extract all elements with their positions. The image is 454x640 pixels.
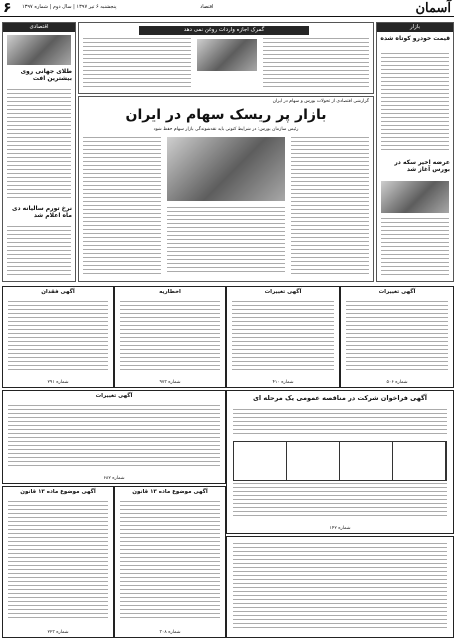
right-photo [381,181,449,213]
right-text-1 [381,53,449,153]
ad-8-ref: شماره ۳۰۸ [159,630,181,635]
ad-tender-ref: شماره ۱۴۲ [329,526,351,531]
main-text-col-1 [83,137,161,275]
ad-5-title: آگهی تغییرات [95,393,133,399]
ad-box-3 [226,286,340,388]
main-photo [167,137,285,201]
ad-1-text [8,301,108,371]
ad-7-text [8,501,108,619]
right-text-2 [381,218,449,276]
main-story [78,96,374,282]
ad-7-ref: شماره ۲۲۳ [47,630,69,635]
ad-2-text [120,301,220,371]
top-center-photo [197,39,257,71]
left-column [2,22,76,282]
ad-5-text [8,405,220,467]
ad-3-title: آگهی تغییرات [264,289,302,295]
right-column-label: بازار [377,23,453,32]
ad-8-title: آگهی موضوع ماده ۱۳ قانون [132,489,208,495]
main-headline: بازار پر ریسک سهام در ایران [125,107,327,123]
left-headline-2: نرخ تورم سالیانه دی ماه اعلام شد [11,205,72,219]
ad-4-ref: شماره ۵۰۶ [386,380,408,385]
left-text-1 [7,89,71,199]
left-text-2 [7,226,71,276]
date-line: پنجشنبه ۶ تیر ۱۳۹۷ | سال دوم | شماره ۱۳۹۷ [22,4,117,10]
ad-5-ref: شماره ۶۸۲ [103,476,125,481]
ad-8-text [120,501,220,619]
page-header [0,0,454,17]
ad-2-ref: شماره ۹۷۳ [159,380,181,385]
ad-4-title: آگهی تغییرات [378,289,416,295]
ad-tender-text [233,483,447,519]
ad-4-text [346,301,448,371]
ad-1-ref: شماره ۲۹۱ [47,380,69,385]
main-kicker: گزارشی اقتصادی از تحولات بورس و سهام در ایران [272,99,369,104]
top-center-block [78,22,374,94]
main-subhead: رئیس سازمان بورس: در شرایط کنونی باید نقدشوندگی بازار سهام حفظ شود [153,127,299,132]
page-number: ۶ [3,0,12,16]
main-text-col-3 [291,137,369,275]
top-center-bar: گمرک اجازه واردات روغن نمی دهد [139,26,309,35]
right-column [376,22,454,282]
left-photo [7,35,71,65]
ad-2-title: اخطاریه [159,289,181,295]
ad-9-text [233,543,447,631]
ad-1-title: آگهی فقدان [41,289,75,295]
ad-tender-title: آگهی فراخوان شرکت در مناقصه عمومی یک مرحله ای [252,394,428,402]
ad-box-7 [2,486,114,638]
section-name: اقتصاد [200,4,214,10]
ad-7-title: آگهی موضوع ماده ۱۳ قانون [20,489,96,495]
ad-box-4 [340,286,454,388]
ad-box-2 [114,286,226,388]
top-center-text-left [83,38,191,88]
main-text-col-2 [167,207,285,275]
left-headline-1: طلای جهانی روی بیشترین افت [20,68,72,82]
ad-3-text [232,301,334,371]
ad-box-tender [226,390,454,534]
ad-box-8 [114,486,226,638]
ad-3-ref: شماره ۴۱۰ [272,380,294,385]
ad-box-9 [226,536,454,638]
left-column-label: اقتصادی [3,23,75,32]
ad-tender-intro [233,409,447,437]
ad-box-1 [2,286,114,388]
right-headline-2: عرضه اخیر سکه در بورس آغاز شد [394,159,450,173]
right-headline-1: قیمت خودرو کوتاه شده [380,35,450,42]
tender-table [233,441,447,481]
masthead-logo: آسمان [415,1,451,16]
top-center-text-right [263,38,369,88]
ad-box-5 [2,390,226,484]
